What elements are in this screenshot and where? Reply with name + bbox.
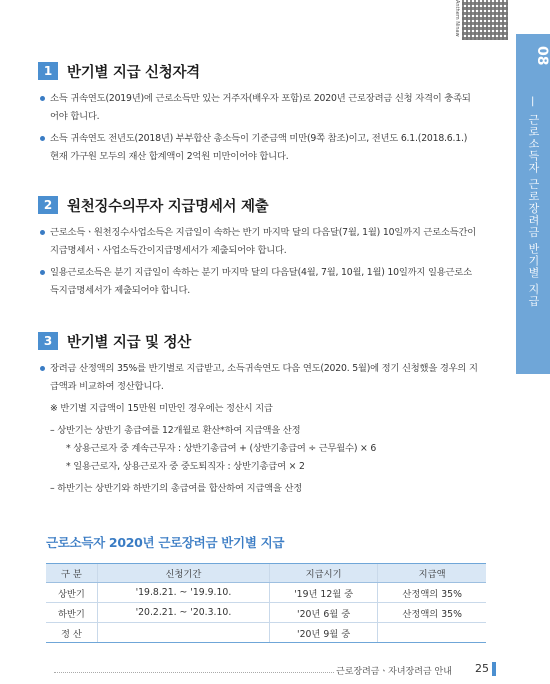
sub-item: – 하반기는 상반기와 하반기의 총급여를 합산하여 지급액을 산정 [50,483,303,494]
section-title: 반기별 지급 신청자격 [67,64,200,81]
bullet-item: 소득 귀속연도(2019년)에 근로소득만 있는 거주자(배우자 포함)로 2020년 근로장려금 신청 자격이 충족되어야 합니다. [38,90,478,126]
table-header-cell: 지급액 [378,564,486,583]
table-row [46,623,486,643]
section-2 [38,194,478,300]
table-cell: '19년 12월 중 [270,583,378,603]
qr-label: Anthem Ninaw [454,0,460,37]
table-cell: 상반기 [46,583,97,603]
bullet-item: 소득 귀속연도 전년도(2018년) 부부합산 총소득이 기준금액 미만(9쪽 참조)이고, 전년도 6.1.(2018.6.1.) 현재 가구원 모두의 재산 합계액이 2억원 미만이어야 합니다. [38,130,478,166]
table-cell: '20.2.21. ~ '20.3.10. [97,603,269,623]
page-number: 25 [475,662,489,675]
table-header-row [46,564,486,583]
table-cell: 산정액의 35% [378,583,486,603]
table-row [46,583,486,603]
section-title: 원천징수의무자 지급명세서 제출 [67,198,269,215]
section-title: 반기별 지급 및 정산 [67,334,191,351]
chapter-number: 08 [534,46,550,66]
footer-divider [54,672,334,673]
table-row [46,603,486,623]
chapter-title: 근로소득자 근로장려금 반기별 지급 [527,114,540,308]
bullet-item: 근로소득ㆍ원천징수사업소득은 지급일이 속하는 반기 마지막 달의 다음달(7월, 1월) 10일까지 근로소득간이지급명세서ㆍ사업소득간이지급명세서가 제출되어야 합니다. [38,224,478,260]
table-cell: 정 산 [46,623,97,643]
table-cell: '20년 9월 중 [270,623,378,643]
section-number: 1 [38,62,58,80]
table-cell [378,623,486,643]
table-cell: '20년 6월 중 [270,603,378,623]
payment-schedule-table [46,563,486,643]
table-header-cell: 신청기간 [97,564,269,583]
table-title: 근로소득자 2020년 근로장려금 반기별 지급 [46,535,285,550]
table-header-cell: 지급시기 [270,564,378,583]
qr-code [462,0,508,40]
chapter-side-tab [516,34,550,374]
table-header-cell: 구 분 [46,564,97,583]
sub-sub-item: * 상용근로자 중 계속근무자 : 상반기총급여 + (상반기총급여 ÷ 근무월수) × 6 [66,443,377,454]
section-3 [38,330,478,498]
bullet-item: 장려금 산정액의 35%를 반기별로 지급받고, 소득귀속연도 다음 연도(2020. 5월)에 정기 신청했을 경우의 지급액과 비교하여 정산합니다. [38,360,478,396]
page-marker [492,662,496,676]
chapter-separator: | [531,96,535,107]
table-cell: 하반기 [46,603,97,623]
sub-item: – 상반기는 상반기 총급여를 12개월로 환산*하여 지급액을 산정 [50,425,301,436]
section-1 [38,60,478,166]
section-number: 3 [38,332,58,350]
sub-sub-item: * 일용근로자, 상용근로자 중 중도퇴직자 : 상반기총급여 × 2 [66,461,305,472]
table-cell: 산정액의 35% [378,603,486,623]
table-cell [97,623,269,643]
section-number: 2 [38,196,58,214]
note-text: ※ 반기별 지급액이 15만원 미만인 경우에는 정산시 지급 [50,403,273,414]
bullet-item: 일용근로소득은 분기 지급일이 속하는 분기 마지막 달의 다음달(4월, 7월, 10월, 1월) 10일까지 일용근로소득지급명세서가 제출되어야 합니다. [38,264,478,300]
table-cell: '19.8.21. ~ '19.9.10. [97,583,269,603]
footer-text: 근로장려금ㆍ자녀장려금 안내 [336,667,452,677]
